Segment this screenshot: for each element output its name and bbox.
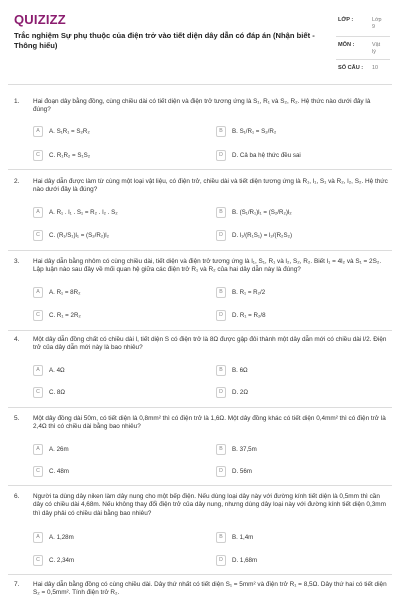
question-divider bbox=[8, 330, 392, 331]
option-text: A. 1,28m bbox=[49, 533, 74, 541]
option-text: A. R₁ . l₁ . S₁ = R₂ . l₂ . S₂ bbox=[49, 208, 118, 216]
subject-label: MÔN : bbox=[338, 42, 355, 48]
option-a[interactable] bbox=[33, 531, 203, 543]
option-text: D. l₁/(R₁S₁) = l₂/(R₂S₂) bbox=[232, 231, 293, 239]
worksheet-meta bbox=[336, 13, 390, 74]
question-text: Hai dây dẫn bằng nhôm có cùng chiều dài, tiết diện và điện trở tương ứng là l₁, S₁, R₁ và l₂, S₂, R₂. Biết l₁ = 4l₂ và S₁ = 2S₂. Lập luận nào sau đây về mối quan hệ giữa các điện trở R₁ và R₂ của hai dây dẫn này là đúng? bbox=[33, 258, 382, 274]
option-letter-box: C bbox=[33, 310, 43, 321]
option-letter-box: B bbox=[216, 207, 226, 218]
question-text: Một dây dẫn đồng chất có chiều dài l, tiết diện S có điện trở là 8Ω được gập đôi thành một dây dẫn mới có chiều dài l/2. Điện trở của dây dẫn mới này là bao nhiêu? bbox=[33, 336, 387, 352]
page-title: Trắc nghiệm Sự phụ thuộc của điện trở vào tiết diện dây dẫn có đáp án (Nhận biết - Thông hiểu) bbox=[14, 31, 315, 50]
question-divider bbox=[8, 250, 392, 251]
option-text: C. R₁ = 2R₂ bbox=[49, 311, 81, 319]
option-letter-box: B bbox=[216, 365, 226, 376]
subject-value: Vật lý bbox=[372, 42, 381, 55]
question-text: Hai dây dẫn bằng đồng có cùng chiều dài. Dây thứ nhất có tiết diện S₁ = 5mm² và điện trở R₁ = 8,5Ω. Dây thứ hai có tiết diện S₂ = 0,5mm². Tính điện trở R₂. bbox=[33, 581, 387, 597]
option-text: D. Cả ba hệ thức đều sai bbox=[232, 151, 301, 159]
question-number: 5. bbox=[14, 415, 20, 422]
option-text: B. 1,4m bbox=[232, 533, 254, 541]
option-text: C. 8Ω bbox=[49, 388, 65, 396]
header-divider bbox=[8, 84, 392, 85]
option-d[interactable] bbox=[216, 149, 386, 161]
option-letter-box: D bbox=[216, 230, 226, 241]
option-text: A. 26m bbox=[49, 445, 69, 453]
option-a[interactable] bbox=[33, 364, 203, 376]
option-a[interactable] bbox=[33, 286, 203, 298]
option-c[interactable] bbox=[33, 229, 203, 241]
option-letter-box: A bbox=[33, 365, 43, 376]
option-c[interactable] bbox=[33, 309, 203, 321]
option-letter-box: B bbox=[216, 126, 226, 137]
option-letter-box: D bbox=[216, 555, 226, 566]
option-text: A. R₁ = 8R₂ bbox=[49, 288, 81, 296]
option-letter-box: B bbox=[216, 287, 226, 298]
option-text: C. (R₁/S₁)l₁ = (S₂/R₂)l₂ bbox=[49, 231, 110, 239]
option-text: D. R₁ = R₂/8 bbox=[232, 311, 266, 319]
option-b[interactable] bbox=[216, 443, 386, 455]
option-text: C. 48m bbox=[49, 467, 69, 475]
option-b[interactable] bbox=[216, 125, 386, 137]
count-value: 10 bbox=[372, 65, 378, 71]
option-text: B. 37,5m bbox=[232, 445, 257, 453]
option-letter-box: B bbox=[216, 532, 226, 543]
option-a[interactable] bbox=[33, 443, 203, 455]
option-letter-box: D bbox=[216, 466, 226, 477]
option-text: D. 56m bbox=[232, 467, 252, 475]
option-letter-box: D bbox=[216, 310, 226, 321]
meta-count-row bbox=[336, 60, 390, 74]
option-text: C. R₁R₂ = S₁S₂ bbox=[49, 151, 91, 159]
option-b[interactable] bbox=[216, 531, 386, 543]
option-b[interactable] bbox=[216, 364, 386, 376]
question-number: 7. bbox=[14, 581, 20, 588]
question-divider bbox=[8, 407, 392, 408]
option-text: D. 2Ω bbox=[232, 388, 248, 396]
question-text: Người ta dùng dây niken làm dây nung cho một bếp điện. Nếu dùng loại dây này với đường kính tiết diện là 0,5mm thì cần dây có chiều dài 4,68m. Nếu không thay đổi điện trở của dây nung, nhưng dùng dây loại này với đường kính tiết diện 0,3mm thì dây phải có chiều dài bằng bao nhiêu? bbox=[33, 493, 386, 517]
option-c[interactable] bbox=[33, 465, 203, 477]
option-letter-box: D bbox=[216, 150, 226, 161]
question-text: Một dây đồng dài 50m, có tiết diện là 0,8mm² thì có điện trở là 1,6Ω. Một dây đồng khác có tiết diện 0,4mm² thì có điện trở là 2,4Ω thì có chiều dài bằng bao nhiêu? bbox=[33, 415, 386, 431]
meta-grade-row bbox=[336, 13, 390, 37]
option-d[interactable] bbox=[216, 465, 386, 477]
option-d[interactable] bbox=[216, 386, 386, 398]
option-text: B. R₁ = R₂/2 bbox=[232, 288, 266, 296]
option-letter-box: A bbox=[33, 444, 43, 455]
option-d[interactable] bbox=[216, 229, 386, 241]
option-text: B. 6Ω bbox=[232, 366, 248, 374]
quizizz-logo: QUIZIZZ bbox=[14, 12, 66, 27]
meta-subject-row bbox=[336, 37, 390, 60]
question-number: 6. bbox=[14, 493, 20, 500]
option-text: A. 4Ω bbox=[49, 366, 65, 374]
option-c[interactable] bbox=[33, 554, 203, 566]
question-number: 3. bbox=[14, 258, 20, 265]
option-letter-box: C bbox=[33, 230, 43, 241]
grade-value: Lớp 9 bbox=[372, 17, 382, 30]
option-b[interactable] bbox=[216, 206, 386, 218]
question-divider bbox=[8, 169, 392, 170]
option-a[interactable] bbox=[33, 206, 203, 218]
option-letter-box: D bbox=[216, 387, 226, 398]
option-c[interactable] bbox=[33, 386, 203, 398]
option-text: A. S₁R₁ = S₂R₂ bbox=[49, 127, 90, 135]
option-letter-box: A bbox=[33, 126, 43, 137]
question-number: 4. bbox=[14, 336, 20, 343]
option-text: C. 2,34m bbox=[49, 556, 75, 564]
option-letter-box: A bbox=[33, 207, 43, 218]
option-d[interactable] bbox=[216, 554, 386, 566]
option-text: B. (S₁/R₁)l₁ = (S₂/R₂)l₂ bbox=[232, 208, 292, 216]
question-divider bbox=[8, 485, 392, 486]
option-text: D. 1,68m bbox=[232, 556, 258, 564]
question-text: Hai dây dẫn được làm từ cùng một loại vật liệu, có điện trở, chiều dài và tiết diện tương ứng là R₁, l₁, S₁ và R₂, l₂, S₂. Hệ thức nào dưới đây là đúng? bbox=[33, 178, 388, 194]
question-text: Hai đoạn dây bằng đồng, cùng chiều dài có tiết diện và điện trở tương ứng là S₁, R₁ và S₂, R₂. Hệ thức nào dưới đây là đúng? bbox=[33, 98, 371, 114]
option-b[interactable] bbox=[216, 286, 386, 298]
option-d[interactable] bbox=[216, 309, 386, 321]
option-letter-box: C bbox=[33, 150, 43, 161]
count-label: SỐ CÂU : bbox=[338, 65, 364, 71]
question-number: 1. bbox=[14, 98, 20, 105]
question-divider bbox=[8, 574, 392, 575]
option-c[interactable] bbox=[33, 149, 203, 161]
option-letter-box: C bbox=[33, 555, 43, 566]
option-letter-box: A bbox=[33, 287, 43, 298]
question-number: 2. bbox=[14, 178, 20, 185]
option-letter-box: B bbox=[216, 444, 226, 455]
grade-label: LỚP : bbox=[338, 17, 354, 23]
option-a[interactable] bbox=[33, 125, 203, 137]
option-text: B. S₁/R₁ = S₂/R₂ bbox=[232, 127, 277, 135]
option-letter-box: C bbox=[33, 387, 43, 398]
option-letter-box: A bbox=[33, 532, 43, 543]
option-letter-box: C bbox=[33, 466, 43, 477]
